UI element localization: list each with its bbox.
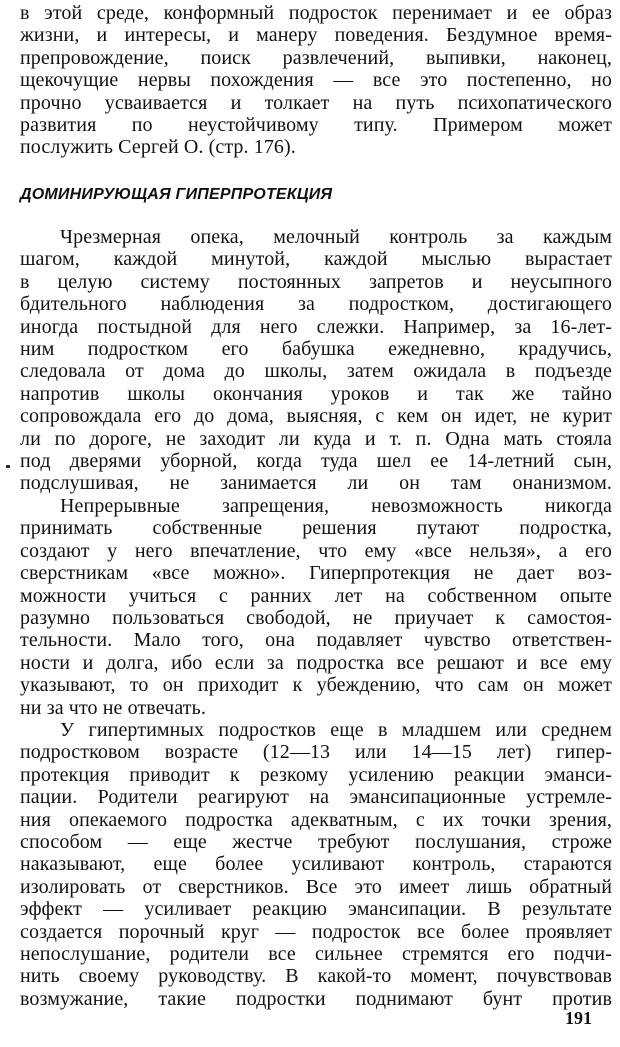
text-line: эффект — усиливает реакцию эмансипации. В результате (20, 898, 612, 921)
text-line: ни за что не отвечать. (20, 696, 206, 719)
text-line: сопровождала его до дома, выясняя, с кем он идет, не курит (20, 405, 612, 428)
text-line: принимать собственные решения путают подростка, (20, 517, 612, 540)
text-line: возмужание, такие подростки поднимают бунт против (20, 987, 612, 1010)
text-line: способом — еще жестче требуют послушания, строже (20, 830, 612, 853)
text-line: Непрерывные запрещения, невозможность никогда (60, 494, 612, 517)
text-line: послужить Сергей О. (стр. 176). (20, 136, 296, 159)
text-line: щекочущие нервы похождения — все это постепенно, но (20, 69, 612, 92)
text-line: в целую систему постоянных запретов и неусыпного (20, 270, 612, 293)
paragraph-hyperprotection-1 (20, 226, 612, 1010)
text-line: протекция приводит к резкому усилению реакции эманси- (20, 763, 612, 786)
text-line: сверстникам «все можно». Гиперпротекция не дает воз- (20, 562, 612, 585)
text-line: подслушивая, не занимается ли он там онанизмом. (20, 472, 612, 495)
text-line: напротив школы окончания уроков и так же тайно (20, 382, 612, 405)
text-line: развития по неустойчивому типу. Примером может (20, 114, 612, 137)
text-line: прочно усваивается и толкает на путь психопатического (20, 91, 612, 114)
text-line: препровождение, поиск развлечений, выпивки, наконец, (20, 46, 612, 69)
section-heading: ДОМИНИРУЮЩАЯ ГИПЕРПРОТЕКЦИЯ (20, 186, 333, 203)
text-line: У гипертимных подростков еще в младшем или среднем (60, 718, 612, 741)
text-line: изолировать от сверстников. Все это имеет лишь обратный (20, 875, 612, 898)
text-line: тельности. Мало того, она подавляет чувство ответствен- (20, 629, 612, 652)
text-line: шагом, каждой минутой, каждой мыслью вырастает (20, 248, 612, 271)
text-line: бдительного наблюдения за подростком, достигающего (20, 293, 612, 316)
text-line: ности и долга, ибо если за подростка все решают и все ему (20, 651, 612, 674)
margin-mark (6, 465, 10, 468)
intro-paragraph (20, 2, 612, 159)
text-line: создают у него впечатление, что ему «все нельзя», а его (20, 539, 612, 562)
text-line: указывают, то он приходит к убеждению, что сам он может (20, 674, 612, 697)
text-line: следовала от дома до школы, затем ожидала в подъезде (20, 360, 612, 383)
text-line: под дверями уборной, когда туда шел ее 14-летний сын, (20, 450, 612, 473)
page-number: 191 (565, 1008, 592, 1028)
text-line: разумно пользоваться свободой, не приучает к самостоя- (20, 606, 612, 629)
text-line: непослушание, родители все сильнее стремятся его подчи- (20, 943, 612, 965)
text-line: можности учиться с ранних лет на собственном опыте (20, 584, 612, 607)
text-line: наказывают, еще более усиливают контроль, стараются (20, 853, 612, 876)
text-line: в этой среде, конформный подросток перенимает и ее образ (20, 2, 612, 24)
text-line: ним подростком его бабушка ежедневно, крадучись, (20, 338, 612, 361)
text-line: подростковом возрасте (12—13 или 14—15 лет) гипер- (20, 741, 612, 764)
text-line: создается порочный круг — подросток все более проявляет (20, 920, 612, 943)
text-line: ли по дороге, не заходит ли куда и т. п. Одна мать стояла (20, 427, 612, 450)
text-line: пации. Родители реагируют на эмансипационные устремле- (20, 786, 612, 809)
text-line: иногда постыдной для него слежки. Например, за 16-лет- (20, 315, 612, 338)
text-line: Чрезмерная опека, мелочный контроль за каждым (60, 226, 612, 248)
text-line: нить своему руководству. В какой-то момент, почувствовав (20, 965, 612, 988)
text-line: ния опекаемого подростка адекватным, с их точки зрения, (20, 808, 612, 831)
text-line: жизни, и интересы, и манеру поведения. Бездумное время- (20, 24, 612, 47)
